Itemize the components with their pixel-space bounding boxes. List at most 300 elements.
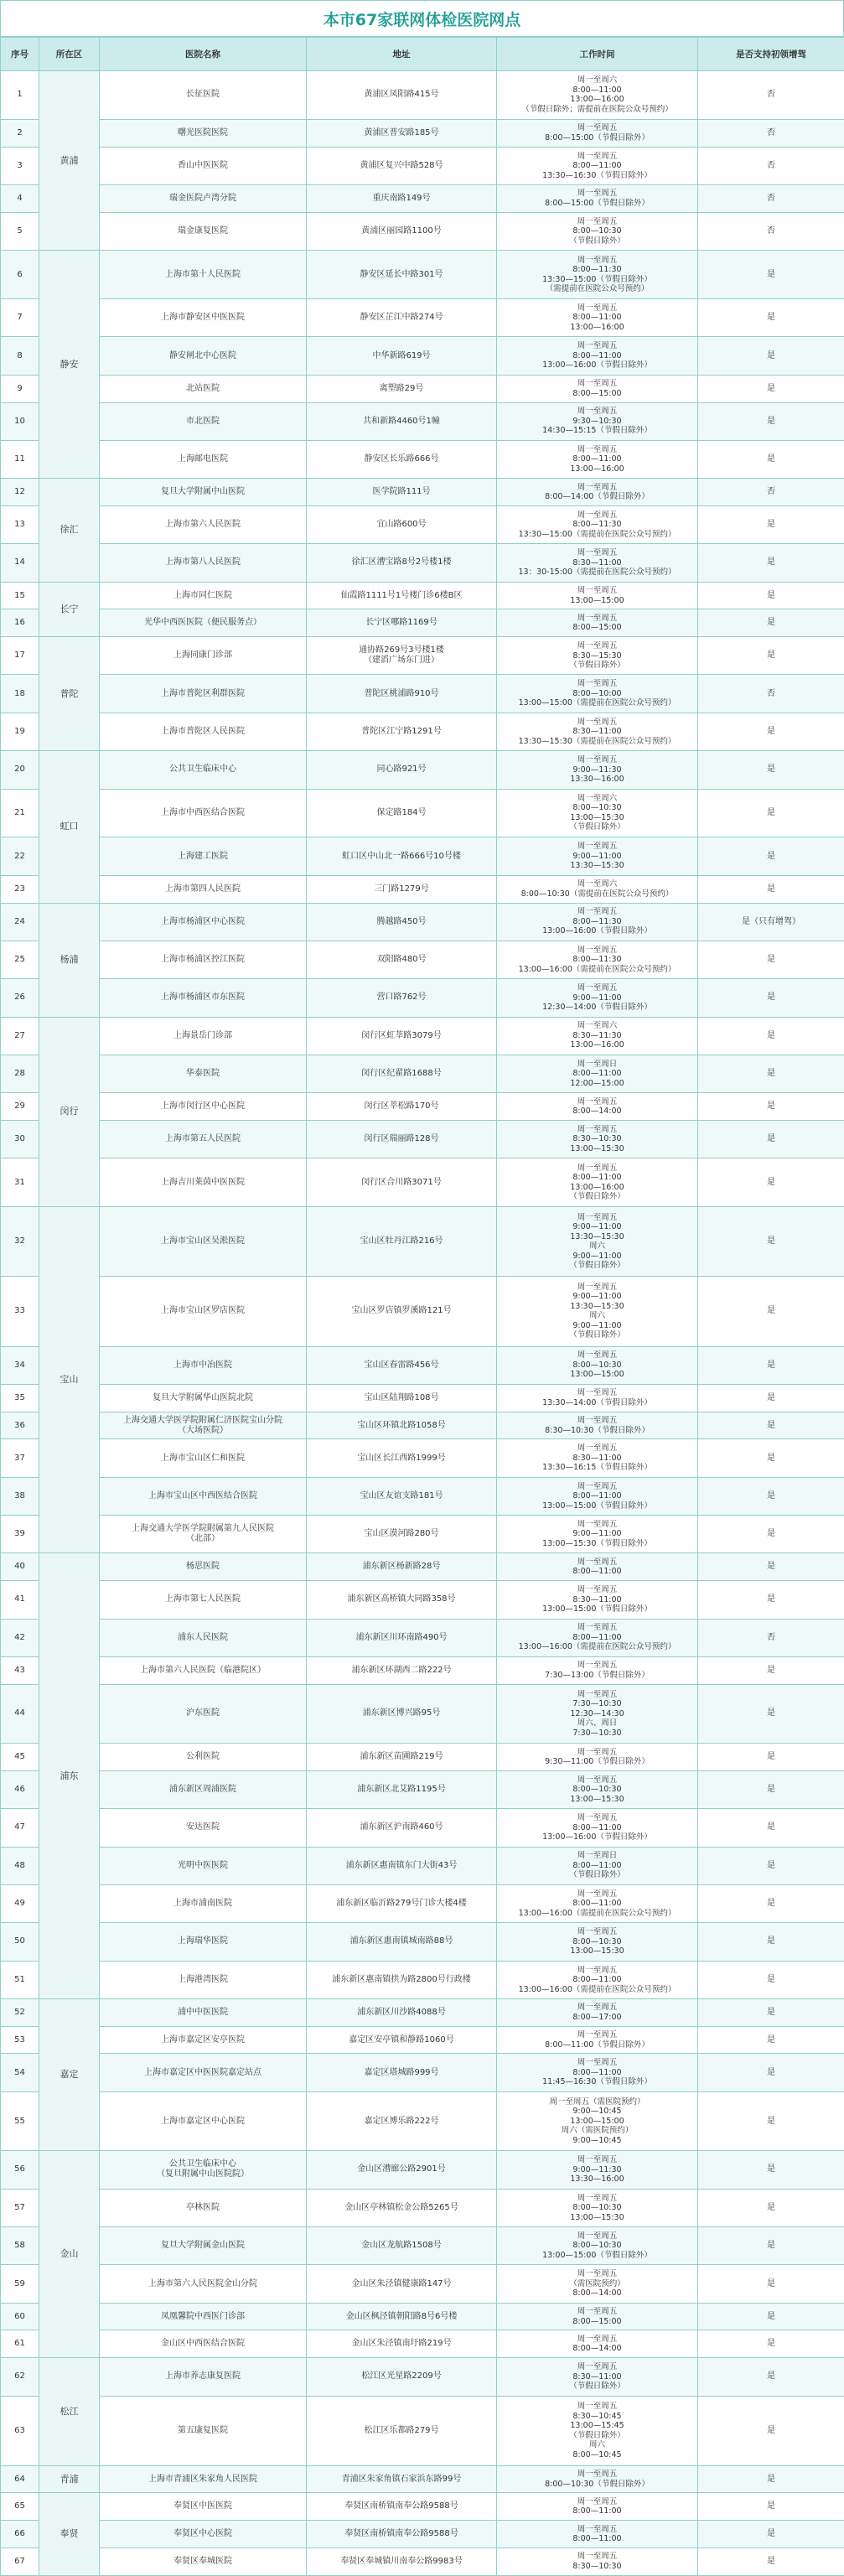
hospital-address: 松江区光星路2209号 — [307, 2358, 497, 2396]
support-flag: 是 — [698, 979, 844, 1017]
hospital-address: 仙霞路1111号1号楼门诊6楼B区 — [307, 582, 497, 609]
hospital-address: 闵行区虹莘路3079号 — [307, 1017, 497, 1055]
working-hours: 周一至周五 7:30—10:30 12:30—14:30 周六、周日 7:30—10:30 — [497, 1684, 698, 1744]
working-hours: 周一至周五 8:00—11:30 13:30—15:00（节假日除外） （需提前在医院公众号预约） — [497, 251, 698, 299]
row-index: 48 — [1, 1847, 39, 1884]
row-index: 20 — [1, 751, 39, 789]
row-index: 57 — [1, 2189, 39, 2226]
working-hours: 周一至周五 8:00—14:00 — [497, 1093, 698, 1121]
hospital-name: 第五康复医院 — [100, 2396, 307, 2465]
working-hours: 周一至周五 （需医院预约） 8:00—14:00 — [497, 2265, 698, 2303]
hospital-name: 上海吉川莱茵中医医院 — [100, 1158, 307, 1207]
working-hours: 周一至周日 8:00—11:00 12:00—15:00 — [497, 1055, 698, 1092]
hospital-address: 浦东新区杨新路28号 — [307, 1553, 497, 1581]
support-flag: 是 — [698, 2465, 844, 2493]
table-row — [1, 1477, 844, 1515]
working-hours: 周一至周五 9:00—11:00 12:30—14:00（节假日除外） — [497, 979, 698, 1017]
working-hours: 周一至周五 8:00—10:30 13:00—15:30 — [497, 2189, 698, 2226]
table-row — [1, 71, 844, 120]
row-index: 54 — [1, 2054, 39, 2091]
row-index: 51 — [1, 1961, 39, 1998]
table-row — [1, 119, 844, 147]
support-flag: 是 — [698, 1961, 844, 1998]
support-flag: 是 — [698, 1553, 844, 1581]
hospital-address: 嘉定区博乐路222号 — [307, 2091, 497, 2151]
row-index: 56 — [1, 2151, 39, 2189]
working-hours: 周一至周五 8:00—11:00 13:00—16:00（节假日除外） — [497, 1809, 698, 1847]
support-flag: 否 — [698, 479, 844, 506]
hospital-address: 营口路762号 — [307, 979, 497, 1017]
hospital-name: 上海市宝山区仁和医院 — [100, 1439, 307, 1477]
hospital-address: 宝山区陆翔路108号 — [307, 1384, 497, 1412]
support-flag: 是 — [698, 1516, 844, 1553]
support-flag: 是 — [698, 1207, 844, 1277]
district-cell: 普陀 — [39, 637, 100, 751]
hospital-name: 上海建工医院 — [100, 837, 307, 875]
working-hours: 周一至周五 8:00—11:00 — [497, 1553, 698, 1581]
table-row — [1, 1158, 844, 1207]
working-hours: 周一至周五 9:00—11:00 13:30—15:30 — [497, 837, 698, 875]
table-row — [1, 1384, 844, 1412]
table-row — [1, 2521, 844, 2548]
hospital-name: 公利医院 — [100, 1744, 307, 1771]
hospital-name: 上海市第六人民医院（临港院区） — [100, 1656, 307, 1684]
working-hours: 周一至周五 8:00—11:00 13:00—16:00（需提前在医院公众号预约） — [497, 1961, 698, 1998]
hospital-address: 宜山路600号 — [307, 505, 497, 543]
working-hours: 周一至周五 8:00—10:00 13:00—15:00（需提前在医院公众号预约） — [497, 675, 698, 713]
hospital-address: 宝山区长江西路1999号 — [307, 1439, 497, 1477]
working-hours: 周一至周五 13:00—15:00 — [497, 582, 698, 609]
hospital-name: 复旦大学附属中山医院 — [100, 479, 307, 506]
row-index: 42 — [1, 1619, 39, 1656]
hospital-name: 上海市闵行区中心医院 — [100, 1093, 307, 1121]
table-row — [1, 2358, 844, 2396]
row-index: 65 — [1, 2493, 39, 2521]
table-row — [1, 637, 844, 675]
table-row — [1, 544, 844, 582]
hospital-address: 嘉定区安亭镇和静路1060号 — [307, 2026, 497, 2054]
hospital-name: 奉贤区中心医院 — [100, 2521, 307, 2548]
table-row — [1, 2396, 844, 2465]
working-hours: 周一至周五 9:00—11:30 13:30—16:00 — [497, 751, 698, 789]
support-flag: 是 — [698, 1093, 844, 1121]
row-index: 26 — [1, 979, 39, 1017]
hospital-address: 浦东新区苗圃路219号 — [307, 1744, 497, 1771]
row-index: 52 — [1, 1998, 39, 2026]
support-flag: 是 — [698, 1770, 844, 1808]
support-flag: 是（只有增驾） — [698, 903, 844, 941]
row-index: 49 — [1, 1884, 39, 1922]
working-hours: 周一至周五 8:00—11:00 13:30—16:30（节假日除外） — [497, 147, 698, 184]
hospital-address: 奉贤区奉城镇川南奉公路9983号 — [307, 2547, 497, 2575]
hospital-name: 市北医院 — [100, 402, 307, 440]
row-index: 58 — [1, 2227, 39, 2265]
table-row — [1, 789, 844, 837]
row-index: 1 — [1, 71, 39, 120]
row-index: 27 — [1, 1017, 39, 1055]
hospital-address: 普陀区桃浦路910号 — [307, 675, 497, 713]
hospital-name: 上海交通大学医学院附属第九人民医院 （北部） — [100, 1516, 307, 1553]
hospital-address: 虹口区中山北一路666号10号楼 — [307, 837, 497, 875]
hospital-address: 浦东新区沪南路460号 — [307, 1809, 497, 1847]
support-flag: 是 — [698, 505, 844, 543]
table-row — [1, 1093, 844, 1121]
hospital-address: 徐汇区漕宝路8号2号楼1楼 — [307, 544, 497, 582]
hospital-name: 上海市青浦区朱家角人民医院 — [100, 2465, 307, 2493]
table-row — [1, 675, 844, 713]
working-hours: 周一至周五 8:00—11:30 13:00—16:00（需提前在医院公众号预约） — [497, 941, 698, 978]
hospital-name: 上海市宝山区中西医结合医院 — [100, 1477, 307, 1515]
row-index: 60 — [1, 2303, 39, 2330]
support-flag: 是 — [698, 337, 844, 375]
hospital-name: 奉贤区中医医院 — [100, 2493, 307, 2521]
hospital-address: 浦东新区惠南镇城南路88号 — [307, 1923, 497, 1961]
row-index: 45 — [1, 1744, 39, 1771]
support-flag: 是 — [698, 2303, 844, 2330]
working-hours: 周一至周五 8:30—11:00 （节假日除外） — [497, 2358, 698, 2396]
support-flag: 是 — [698, 2265, 844, 2303]
working-hours: 周一至周五 8:00—15:00（节假日除外） — [497, 185, 698, 213]
hospital-address: 浦东新区惠南镇拱为路2800号行政楼 — [307, 1961, 497, 1998]
row-index: 53 — [1, 2026, 39, 2054]
hospital-name: 浦东人民医院 — [100, 1619, 307, 1656]
district-cell: 静安 — [39, 251, 100, 479]
hospital-address: 医学院路111号 — [307, 479, 497, 506]
support-flag: 是 — [698, 1384, 844, 1412]
hospital-name: 上海市杨浦区控江医院 — [100, 941, 307, 978]
working-hours: 周一至周五 13:30—14:00（节假日除外） — [497, 1384, 698, 1412]
hospital-name: 凤凰馨院中西医门诊部 — [100, 2303, 307, 2330]
working-hours: 周一至周五 8:30—15:30 （节假日除外） — [497, 637, 698, 675]
row-index: 50 — [1, 1923, 39, 1961]
row-index: 15 — [1, 582, 39, 609]
row-index: 35 — [1, 1384, 39, 1412]
row-index: 34 — [1, 1346, 39, 1384]
table-row — [1, 337, 844, 375]
table-row — [1, 1346, 844, 1384]
working-hours: 周一至周五 9:00—11:00 13:00—15:30（节假日除外） — [497, 1516, 698, 1553]
hospital-address: 浦东新区博兴路95号 — [307, 1684, 497, 1744]
hospital-name: 上海市第七人民医院 — [100, 1581, 307, 1619]
table-body — [1, 71, 844, 2576]
table-row — [1, 2054, 844, 2091]
support-flag: 是 — [698, 2054, 844, 2091]
working-hours: 周一至周五 9:30—11:00（节假日除外） — [497, 1744, 698, 1771]
hospital-name: 上海市宝山区吴淞医院 — [100, 1207, 307, 1277]
header-hospital-name: 医院名称 — [100, 38, 307, 71]
support-flag: 是 — [698, 299, 844, 337]
hospital-address: 通协路269号3号楼1楼 （建滔广场东门进） — [307, 637, 497, 675]
working-hours: 周一至周五 8:00—14:00 — [497, 2330, 698, 2358]
hospital-name: 光华中西医医院（便民服务点） — [100, 609, 307, 637]
table-row — [1, 2330, 844, 2358]
hospital-address: 金山区亭林镇松金公路5265号 — [307, 2189, 497, 2226]
support-flag: 是 — [698, 2227, 844, 2265]
row-index: 33 — [1, 1277, 39, 1346]
district-cell: 长宁 — [39, 582, 100, 637]
hospital-name: 上海市第五人民医院 — [100, 1121, 307, 1158]
row-index: 16 — [1, 609, 39, 637]
table-row — [1, 1055, 844, 1092]
working-hours: 周一至周五 8:30—10:30 — [497, 2547, 698, 2575]
working-hours: 周一至周六 8:00—11:00 13:00—16:00 （节假日除外；需提前在医院公众号预约） — [497, 71, 698, 120]
hospital-name: 上海市嘉定区安亭医院 — [100, 2026, 307, 2054]
row-index: 41 — [1, 1581, 39, 1619]
hospital-name: 上海市宝山区罗店医院 — [100, 1277, 307, 1346]
working-hours: 周一至周五 8:00—11:30 13:30—15:00（需提前在医院公众号预约） — [497, 505, 698, 543]
support-flag: 否 — [698, 119, 844, 147]
table-row — [1, 1581, 844, 1619]
hospital-name: 上海市普陀区人民医院 — [100, 713, 307, 750]
hospital-address: 中华新路619号 — [307, 337, 497, 375]
support-flag: 是 — [698, 713, 844, 750]
hospital-name: 奉贤区奉城医院 — [100, 2547, 307, 2575]
hospital-address: 同心路921号 — [307, 751, 497, 789]
support-flag: 是 — [698, 2091, 844, 2151]
table-row — [1, 1847, 844, 1884]
hospital-address: 腾越路450号 — [307, 903, 497, 941]
district-cell: 虹口 — [39, 751, 100, 903]
working-hours: 周一至周五 8:30—11:00 13:00—15:00（节假日除外） — [497, 1581, 698, 1619]
hospital-name: 上海邮电医院 — [100, 440, 307, 478]
page-title: 本市67家联网体检医院网点 — [324, 8, 520, 30]
working-hours: 周一至周五 8:30—10:30（节假日除外） — [497, 1412, 698, 1439]
row-index: 43 — [1, 1656, 39, 1684]
support-flag: 是 — [698, 544, 844, 582]
row-index: 14 — [1, 544, 39, 582]
district-cell: 嘉定 — [39, 1998, 100, 2150]
table-row — [1, 582, 844, 609]
row-index: 25 — [1, 941, 39, 978]
header-index: 序号 — [1, 38, 39, 71]
support-flag: 是 — [698, 1581, 844, 1619]
table-row — [1, 440, 844, 478]
hospital-name: 上海市第十人民医院 — [100, 251, 307, 299]
header-support-flag: 是否支持初领增驾 — [698, 38, 844, 71]
table-row — [1, 1277, 844, 1346]
support-flag: 否 — [698, 1619, 844, 1656]
table-row — [1, 1439, 844, 1477]
working-hours: 周一至周五 8:30—11:00 13:30—16:15（节假日除外） — [497, 1439, 698, 1477]
support-flag: 是 — [698, 941, 844, 978]
hospital-address: 重庆南路149号 — [307, 185, 497, 213]
hospital-name: 上海同康门诊部 — [100, 637, 307, 675]
table-row — [1, 609, 844, 637]
row-index: 9 — [1, 375, 39, 402]
working-hours: 周一至周五 8:30—11:00 13:30—15:30（需提前在医院公众号预约） — [497, 713, 698, 750]
table-row — [1, 979, 844, 1017]
hospital-name: 上海港湾医院 — [100, 1961, 307, 1998]
working-hours: 周一至周五（需医院预约） 9:00—10:45 13:00—15:00 周六（需医院预约） 9:00—10:45 — [497, 2091, 698, 2151]
hospital-name: 复旦大学附属金山医院 — [100, 2227, 307, 2265]
table-row — [1, 2151, 844, 2189]
header-district: 所在区 — [39, 38, 100, 71]
hospital-address: 浦东新区川沙路4088号 — [307, 1998, 497, 2026]
working-hours: 周一至周五 8:00—10:30 13:00—15:30 — [497, 1923, 698, 1961]
hospital-address: 青浦区朱家角镇石家浜东路99号 — [307, 2465, 497, 2493]
table-row — [1, 251, 844, 299]
working-hours: 周一至周五 8:00—11:00 — [497, 2521, 698, 2548]
table-row — [1, 1809, 844, 1847]
row-index: 11 — [1, 440, 39, 478]
table-row — [1, 505, 844, 543]
district-cell: 闵行 — [39, 1017, 100, 1207]
hospital-address: 离塑路29号 — [307, 375, 497, 402]
support-flag: 是 — [698, 1346, 844, 1384]
working-hours: 周一至周五 9:00—11:30 13:30—16:00 — [497, 2151, 698, 2189]
working-hours: 周一至周五 8:00—11:00 13:00—16:00（需提前在医院公众号预约） — [497, 1619, 698, 1656]
row-index: 3 — [1, 147, 39, 184]
table-row — [1, 2303, 844, 2330]
support-flag: 是 — [698, 1884, 844, 1922]
working-hours: 周一至周五 8:30—10:30 13:00—15:30 — [497, 1121, 698, 1158]
row-index: 38 — [1, 1477, 39, 1515]
table-header-row — [1, 38, 844, 71]
table-row — [1, 2493, 844, 2521]
table-row — [1, 1998, 844, 2026]
row-index: 29 — [1, 1093, 39, 1121]
table-row — [1, 1516, 844, 1553]
hospital-name: 上海瑞华医院 — [100, 1923, 307, 1961]
hospital-name: 亭林医院 — [100, 2189, 307, 2226]
hospital-name: 上海市杨浦区中心医院 — [100, 903, 307, 941]
support-flag: 是 — [698, 2189, 844, 2226]
working-hours: 周一至周五 8:00—11:00 — [497, 2493, 698, 2521]
support-flag: 是 — [698, 1017, 844, 1055]
table-row — [1, 147, 844, 184]
row-index: 63 — [1, 2396, 39, 2465]
table-row — [1, 751, 844, 789]
support-flag: 是 — [698, 1055, 844, 1092]
hospital-address: 宝山区漠河路280号 — [307, 1516, 497, 1553]
hospital-name: 上海景岳门诊部 — [100, 1017, 307, 1055]
support-flag: 是 — [698, 1684, 844, 1744]
row-index: 31 — [1, 1158, 39, 1207]
row-index: 21 — [1, 789, 39, 837]
hospital-address: 宝山区友谊支路181号 — [307, 1477, 497, 1515]
support-flag: 是 — [698, 2026, 844, 2054]
support-flag: 否 — [698, 147, 844, 184]
working-hours: 周一至周五 8:00—15:00 — [497, 375, 698, 402]
working-hours: 周一至周五 7:30—13:00（节假日除外） — [497, 1656, 698, 1684]
hospital-address: 双阳路480号 — [307, 941, 497, 978]
hospital-name: 上海市养志康复医院 — [100, 2358, 307, 2396]
hospital-name: 上海市嘉定区中医医院嘉定站点 — [100, 2054, 307, 2091]
table-row — [1, 1619, 844, 1656]
working-hours: 周一至周日 8:00—11:00 （节假日除外） — [497, 1847, 698, 1884]
table-row — [1, 1656, 844, 1684]
hospital-address: 黄浦区复兴中路528号 — [307, 147, 497, 184]
support-flag: 是 — [698, 1847, 844, 1884]
row-index: 12 — [1, 479, 39, 506]
table-row — [1, 402, 844, 440]
table-row — [1, 2091, 844, 2151]
table-row — [1, 1770, 844, 1808]
table-row — [1, 1961, 844, 1998]
hospital-address: 长宁区哪路1169号 — [307, 609, 497, 637]
support-flag: 是 — [698, 1923, 844, 1961]
working-hours: 周一至周五 8:00—11:30 13:00—16:00（节假日除外） — [497, 903, 698, 941]
working-hours: 周一至周五 8:00—11:00 11:45—16:30（节假日除外） — [497, 2054, 698, 2091]
hospital-address: 浦东新区环湖西二路222号 — [307, 1656, 497, 1684]
hospital-address: 奉贤区南桥镇南奉公路9588号 — [307, 2493, 497, 2521]
hospital-address: 浦东新区临沂路279号门诊大楼4楼 — [307, 1884, 497, 1922]
working-hours: 周一至周五 8:30—10:45 13:00—15:45 （节假日除外） 周六 8:00—10:45 — [497, 2396, 698, 2465]
hospital-name: 浦中中医医院 — [100, 1998, 307, 2026]
hospital-address: 松江区乐都路279号 — [307, 2396, 497, 2465]
row-index: 44 — [1, 1684, 39, 1744]
support-flag: 是 — [698, 1998, 844, 2026]
support-flag: 否 — [698, 212, 844, 250]
hospital-name: 长征医院 — [100, 71, 307, 120]
working-hours: 周一至周五 8:00—15:00（节假日除外） — [497, 119, 698, 147]
row-index: 13 — [1, 505, 39, 543]
hospital-name: 上海市浦南医院 — [100, 1884, 307, 1922]
table-row — [1, 2547, 844, 2575]
hospital-address: 金山区漕廊公路2901号 — [307, 2151, 497, 2189]
row-index: 55 — [1, 2091, 39, 2151]
table-row — [1, 713, 844, 750]
hospital-address: 宝山区环镇北路1058号 — [307, 1412, 497, 1439]
row-index: 28 — [1, 1055, 39, 1092]
working-hours: 周一至周五 8:00—11:00 13:00—16:00（节假日除外） — [497, 337, 698, 375]
hospital-name: 复旦大学附属华山医院北院 — [100, 1384, 307, 1412]
support-flag: 是 — [698, 1477, 844, 1515]
row-index: 62 — [1, 2358, 39, 2396]
support-flag: 是 — [698, 2547, 844, 2575]
hospital-address: 静安区长乐路666号 — [307, 440, 497, 478]
support-flag: 是 — [698, 2358, 844, 2396]
hospital-address: 宝山区罗店镇罗溪路121号 — [307, 1277, 497, 1346]
hospital-address: 黄浦区丽园路1100号 — [307, 212, 497, 250]
hospital-name: 瑞金医院卢湾分院 — [100, 185, 307, 213]
row-index: 19 — [1, 713, 39, 750]
table-row — [1, 299, 844, 337]
district-cell: 松江 — [39, 2358, 100, 2465]
table-row — [1, 479, 844, 506]
hospital-name: 上海市第八人民医院 — [100, 544, 307, 582]
row-index: 7 — [1, 299, 39, 337]
district-cell: 浦东 — [39, 1553, 100, 1999]
hospital-name: 香山中医医院 — [100, 147, 307, 184]
hospital-name: 静安闸北中心医院 — [100, 337, 307, 375]
hospital-name: 华泰医院 — [100, 1055, 307, 1092]
working-hours: 周一至周五 8:00—11:00 13:00—16:00 （节假日除外） — [497, 1158, 698, 1207]
hospital-address: 闵行区合川路3071号 — [307, 1158, 497, 1207]
hospital-name: 金山区中西医结合医院 — [100, 2330, 307, 2358]
hospital-name: 上海市普陀区利群医院 — [100, 675, 307, 713]
support-flag: 是 — [698, 609, 844, 637]
table-row — [1, 1017, 844, 1055]
row-index: 5 — [1, 212, 39, 250]
support-flag: 是 — [698, 2493, 844, 2521]
table-row — [1, 185, 844, 213]
row-index: 23 — [1, 875, 39, 903]
table-row — [1, 2227, 844, 2265]
hospital-address: 静安区延长中路301号 — [307, 251, 497, 299]
support-flag: 是 — [698, 637, 844, 675]
table-row — [1, 837, 844, 875]
support-flag: 是 — [698, 1158, 844, 1207]
hospital-name: 上海市杨浦区市东医院 — [100, 979, 307, 1017]
district-cell: 黄浦 — [39, 71, 100, 251]
row-index: 37 — [1, 1439, 39, 1477]
row-index: 39 — [1, 1516, 39, 1553]
hospital-address: 三门路1279号 — [307, 875, 497, 903]
hospital-name: 上海市嘉定区中心医院 — [100, 2091, 307, 2151]
hospital-name: 上海市中冶医院 — [100, 1346, 307, 1384]
hospital-address: 静安区芷江中路274号 — [307, 299, 497, 337]
